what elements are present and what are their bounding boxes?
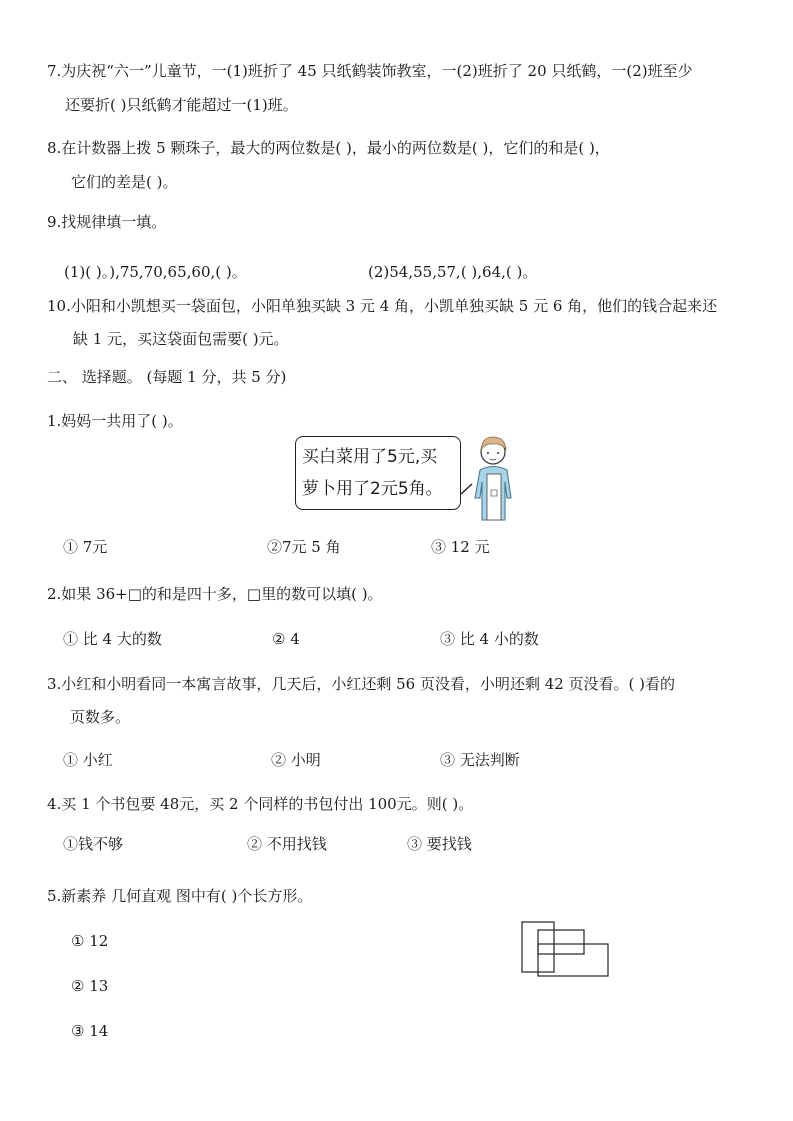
q7-line2: 还要折( )只纸鹤才能超过一(1)班。 xyxy=(65,96,298,114)
rectangles-figure-icon xyxy=(518,918,614,982)
c1-option-3: ③ 12 元 xyxy=(431,538,490,556)
q9-title: 9.找规律填一填。 xyxy=(47,213,167,231)
q9-part2: (2)54,55,57,( ),64,( )。 xyxy=(368,263,538,281)
c5-option-1: ① 12 xyxy=(71,932,109,950)
c2-option-2: ② 4 xyxy=(272,630,300,648)
mother-illustration-icon xyxy=(460,432,522,524)
c2-option-1: ① 比 4 大的数 xyxy=(63,630,162,648)
c3-option-3: ③ 无法判断 xyxy=(440,751,520,769)
c3-line1: 3.小红和小明看同一本寓言故事，几天后，小红还剩 56 页没看，小明还剩 42 页没看。( )看的 xyxy=(47,675,676,693)
c4-question: 4.买 1 个书包要 48元，买 2 个同样的书包付出 100元。则( )。 xyxy=(47,795,474,813)
c1-option-1: ① 7元 xyxy=(63,538,108,556)
speech-line-1: 买白菜用了5元,买 xyxy=(302,447,438,467)
c4-option-1: ①钱不够 xyxy=(63,835,124,853)
speech-bubble xyxy=(295,436,461,510)
c5-option-3: ③ 14 xyxy=(71,1022,109,1040)
c1-option-2: ②7元 5 角 xyxy=(267,538,341,556)
c3-option-2: ② 小明 xyxy=(271,751,321,769)
q8-line2: 它们的差是( )。 xyxy=(71,173,178,191)
q8-line1: 8.在计数器上拨 5 颗珠子，最大的两位数是( )，最小的两位数是( )，它们的和是( )， xyxy=(47,139,610,157)
c1-question: 1.妈妈一共用了( )。 xyxy=(47,412,183,430)
c5-question: 5.新素养 几何直观 图中有( )个长方形。 xyxy=(47,887,313,905)
c5-option-2: ② 13 xyxy=(71,977,109,995)
c2-option-3: ③ 比 4 小的数 xyxy=(440,630,539,648)
speech-line-2: 萝卜用了2元5角。 xyxy=(302,479,443,499)
c4-option-2: ② 不用找钱 xyxy=(247,835,327,853)
section-heading-choice: 二、 选择题。 (每题 1 分，共 5 分) xyxy=(47,368,287,386)
q9-part1: (1)( )。),75,70,65,60,( )。 xyxy=(64,263,247,281)
q7-line1: 7.为庆祝“六一”儿童节，一(1)班折了 45 只纸鹤装饰教室，一(2)班折了 20 只纸鹤，一(2)班至少 xyxy=(47,62,693,80)
c3-line2: 页数多。 xyxy=(70,708,131,726)
q10-line2: 缺 1 元，买这袋面包需要( )元。 xyxy=(73,330,289,348)
c3-option-1: ① 小红 xyxy=(63,751,113,769)
c4-option-3: ③ 要找钱 xyxy=(407,835,472,853)
c2-question: 2.如果 36+□的和是四十多，□里的数可以填( )。 xyxy=(47,585,383,603)
q10-line1: 10.小阳和小凯想买一袋面包，小阳单独买缺 3 元 4 角，小凯单独买缺 5 元 6 角，他们的钱合起来还 xyxy=(47,297,718,315)
